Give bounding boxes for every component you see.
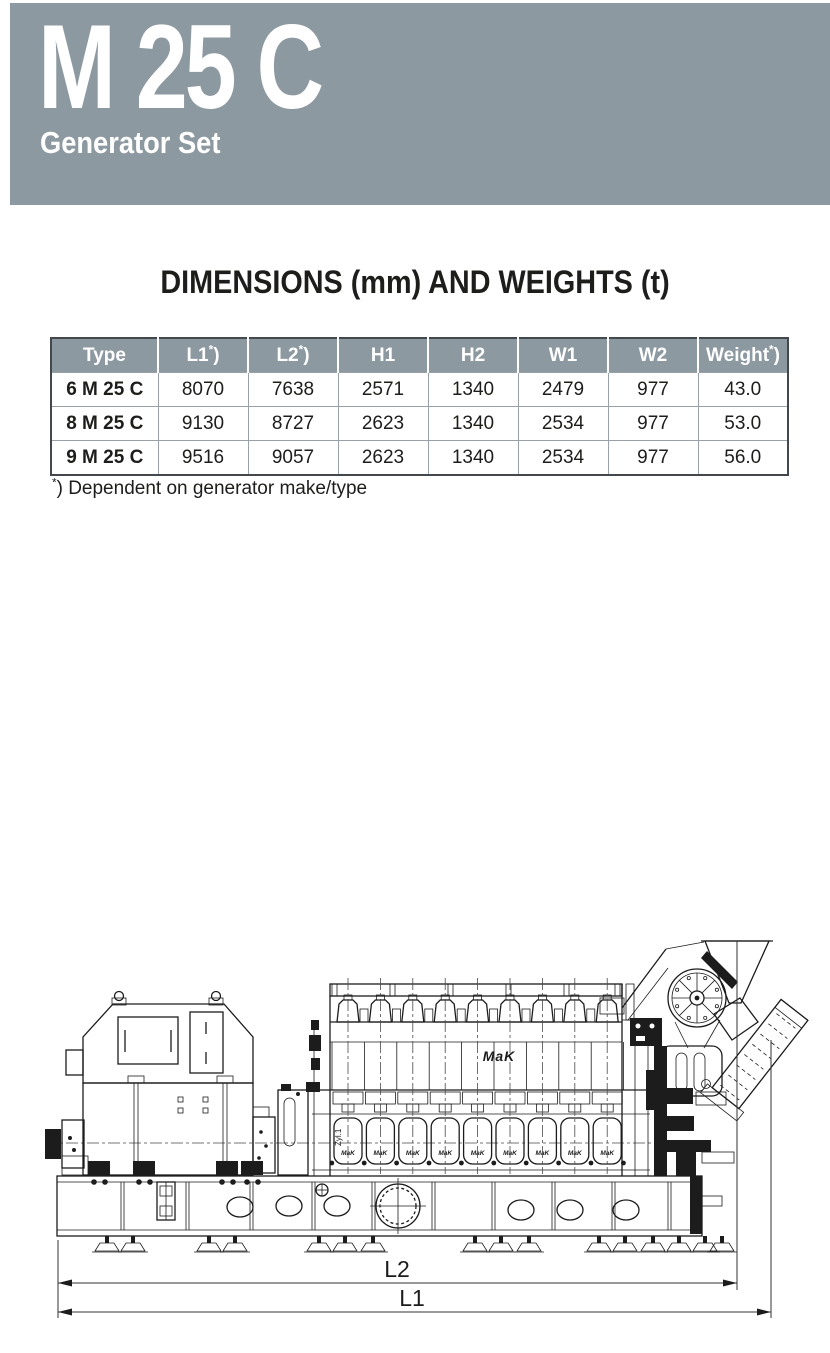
cell-value: 53.0 xyxy=(698,407,788,441)
cell-value: 7638 xyxy=(248,373,338,407)
cell-value: 977 xyxy=(608,373,698,407)
lifting-eye xyxy=(115,992,124,1001)
cell-value: 2623 xyxy=(338,407,428,441)
mounting-feet xyxy=(92,1236,737,1252)
table-row xyxy=(51,441,788,476)
generator-set-drawing xyxy=(0,930,830,1353)
coupling-panel xyxy=(278,1084,308,1175)
cell-value: 977 xyxy=(608,407,698,441)
cell-value: 977 xyxy=(608,441,698,476)
table-row xyxy=(51,373,788,407)
cell-value: 9130 xyxy=(158,407,248,441)
cell-value: 9057 xyxy=(248,441,338,476)
column-header-l1: L1*) xyxy=(158,338,248,373)
charge-air-cooler xyxy=(701,996,813,1121)
door-brand-label: MaK xyxy=(600,1150,615,1157)
top-rail-posts xyxy=(332,984,620,996)
table-body xyxy=(51,373,788,476)
exhaust-piping xyxy=(646,1046,734,1234)
base-oval-cutouts xyxy=(227,1196,639,1220)
door-brand-label: MaK xyxy=(535,1150,550,1157)
cell-value: 1340 xyxy=(428,441,518,476)
cell-value: 8070 xyxy=(158,373,248,407)
generator-panel xyxy=(118,1017,178,1064)
model-title: M 25 C xyxy=(38,0,321,134)
dimensions-table xyxy=(50,337,789,476)
cell-value: 56.0 xyxy=(698,441,788,476)
cell-type: 8 M 25 C xyxy=(51,407,158,441)
column-header-h2: H2 xyxy=(428,338,518,373)
cell-value: 2534 xyxy=(518,441,608,476)
engine-brand-logo: MaK xyxy=(482,1048,516,1064)
dim-label-l2: L2 xyxy=(384,1256,410,1282)
cell-type: 9 M 25 C xyxy=(51,441,158,476)
cell-value: 43.0 xyxy=(698,373,788,407)
footnote-text: ) Dependent on generator make/type xyxy=(56,478,368,499)
column-header-l2: L2*) xyxy=(248,338,338,373)
cell-value: 1340 xyxy=(428,407,518,441)
section-title: DIMENSIONS (mm) AND WEIGHTS (t) xyxy=(160,264,670,300)
lifting-eye xyxy=(212,992,221,1001)
model-subtitle: Generator Set xyxy=(40,125,221,160)
header-banner xyxy=(10,0,830,205)
door-brand-label: MaK xyxy=(470,1150,485,1157)
cell-value: 2623 xyxy=(338,441,428,476)
cell-value: 1340 xyxy=(428,373,518,407)
column-header-w1: W1 xyxy=(518,338,608,373)
drain-plug-marker xyxy=(316,1184,328,1196)
door-brand-label: MaK xyxy=(373,1150,388,1157)
column-header-h1: H1 xyxy=(338,338,428,373)
base-frame xyxy=(57,1176,737,1252)
column-header-weight: Weight*) xyxy=(698,338,788,373)
column-header-w2: W2 xyxy=(608,338,698,373)
turbocharger xyxy=(600,941,813,1234)
door-brand-label: MaK xyxy=(567,1150,582,1157)
cell-value: 9516 xyxy=(158,441,248,476)
engine xyxy=(306,978,650,1176)
cell-value: 2479 xyxy=(518,373,608,407)
table-row xyxy=(51,407,788,441)
frame-bracket xyxy=(157,1182,175,1220)
footnote-asterisk: * xyxy=(52,476,57,490)
cylinder-bank xyxy=(329,978,625,1174)
generator xyxy=(45,992,308,1185)
shaft-end xyxy=(45,1120,88,1175)
cell-value: 2534 xyxy=(518,407,608,441)
cell-type: 6 M 25 C xyxy=(51,373,158,407)
dim-label-l1: L1 xyxy=(399,1285,425,1311)
footnote xyxy=(52,478,367,500)
door-brand-label: MaK xyxy=(438,1150,453,1157)
cell-value: 8727 xyxy=(248,407,338,441)
cell-value: 2571 xyxy=(338,373,428,407)
door-brand-label: MaK xyxy=(405,1150,420,1157)
column-header-type: Type xyxy=(51,338,158,373)
flywheel-opening xyxy=(370,1178,426,1234)
cylinder-1-label: Zyl.1 xyxy=(334,1128,343,1146)
table-header xyxy=(51,338,788,373)
junction-box xyxy=(630,1018,662,1046)
door-brand-label: MaK xyxy=(341,1150,355,1157)
door-brand-label: MaK xyxy=(503,1150,517,1157)
